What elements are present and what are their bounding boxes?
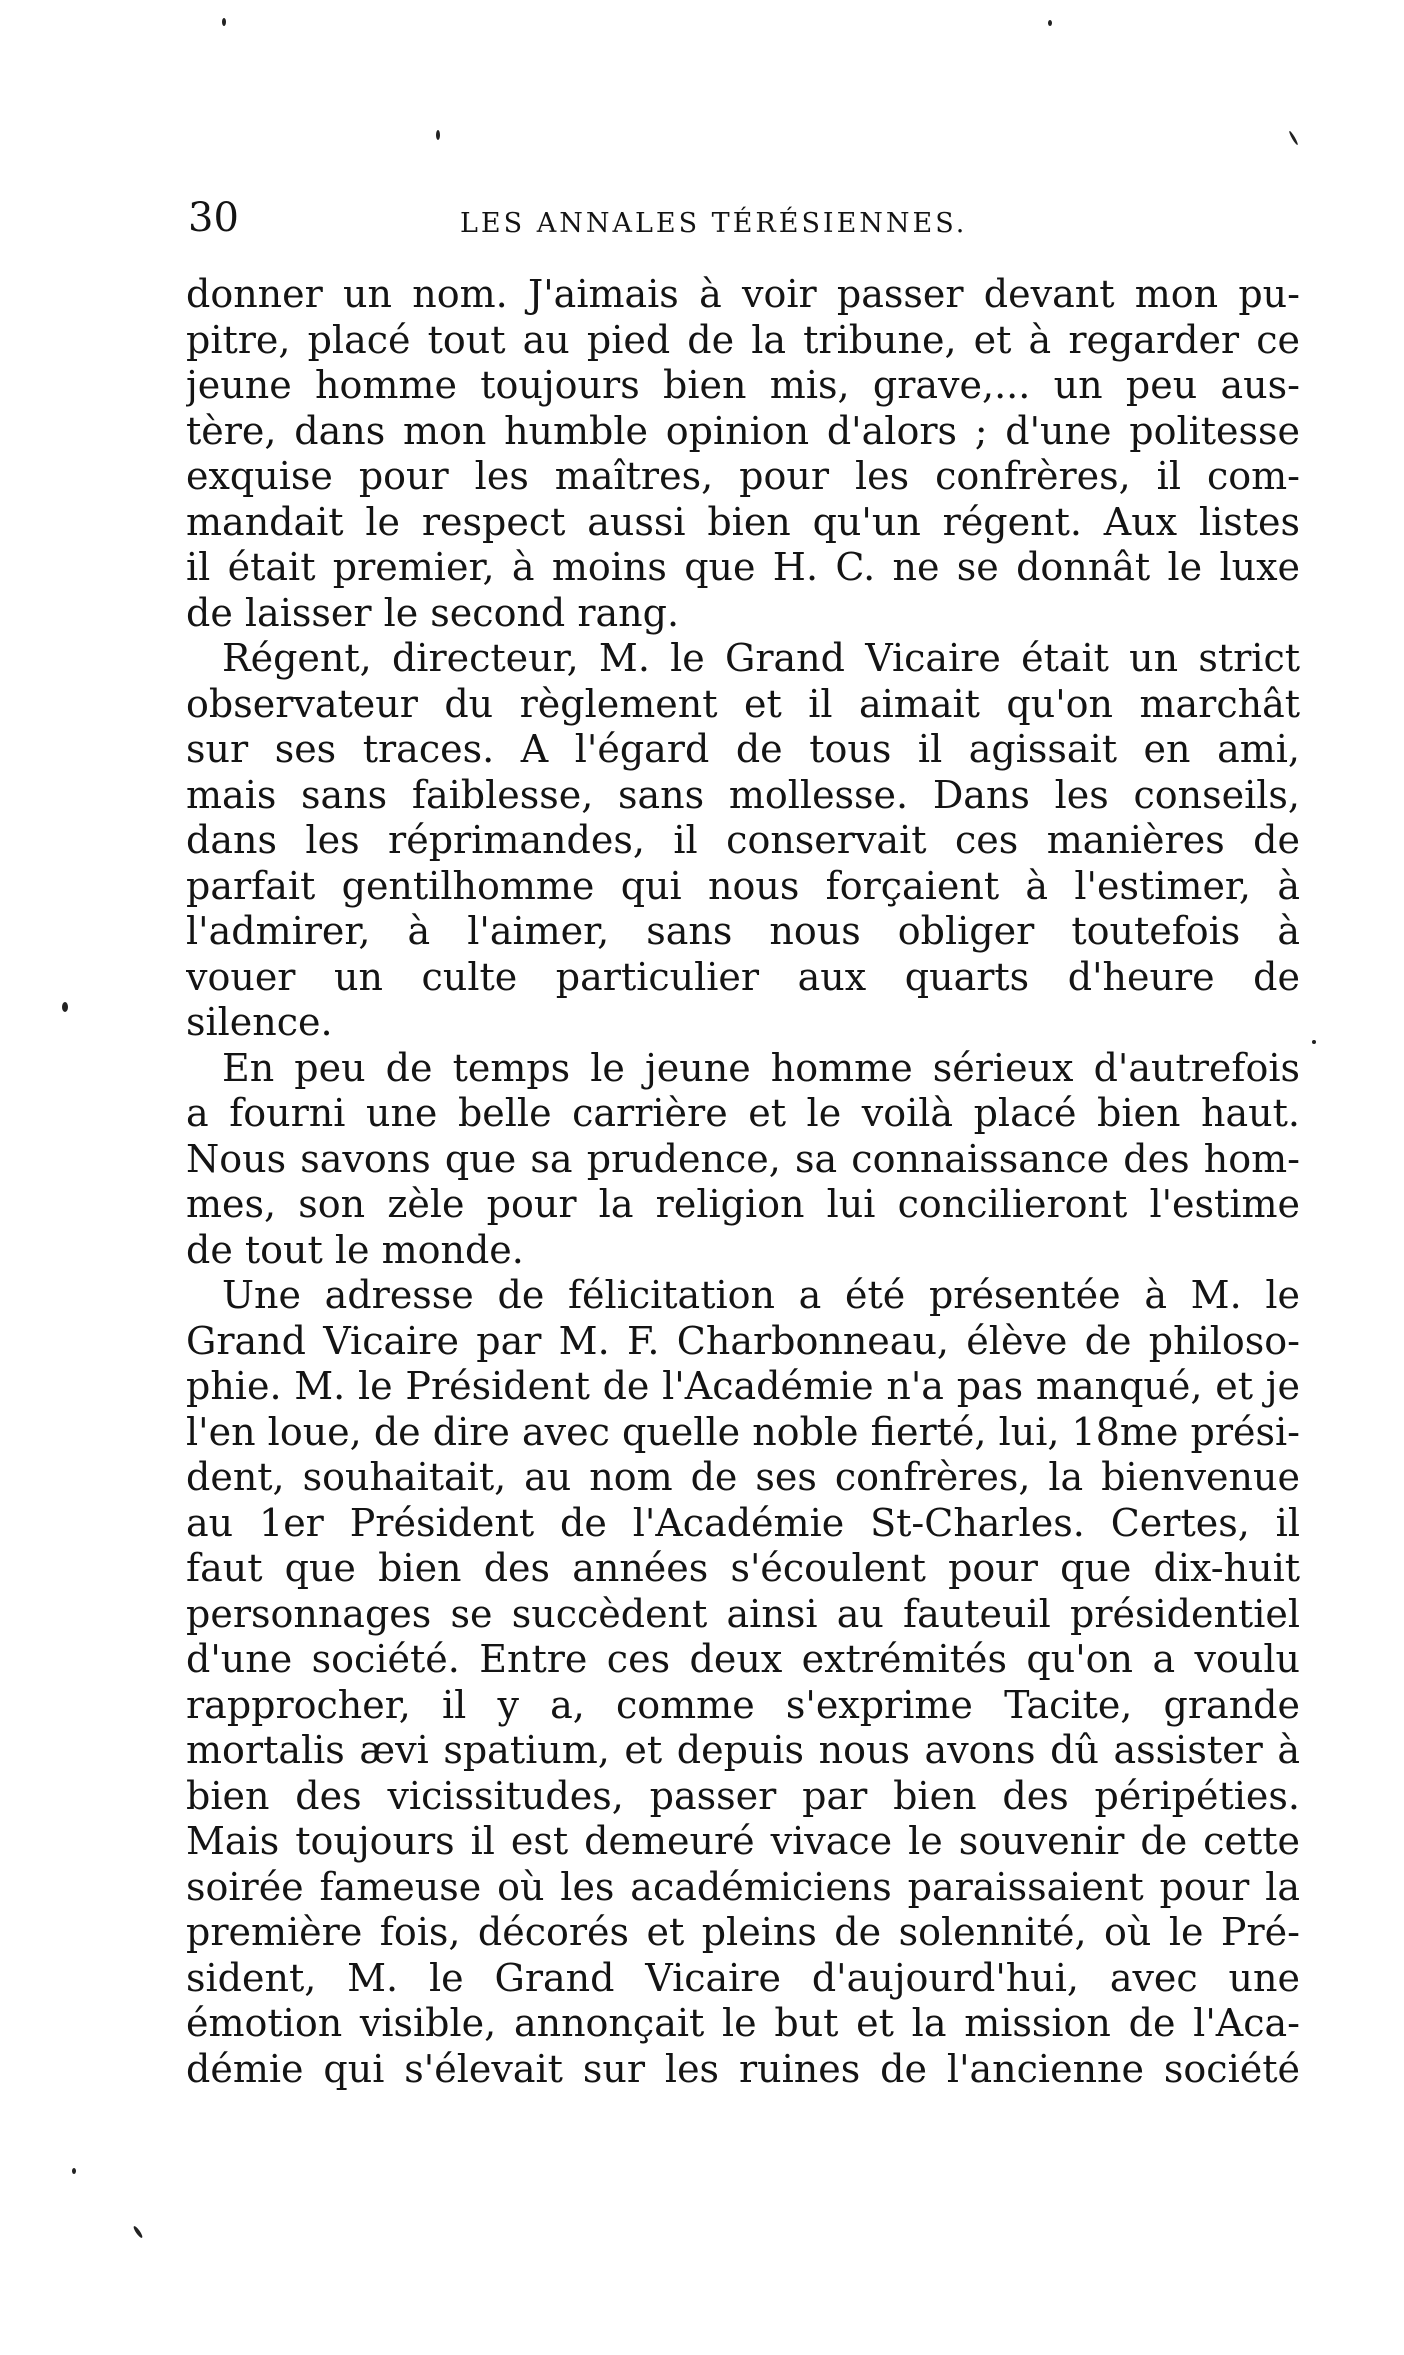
text-line: l'en loue, de dire avec quelle noble fierté, lui, 18me prési- [186, 1409, 1300, 1454]
text-line: sident, M. le Grand Vicaire d'aujourd'hui, avec une [186, 1955, 1300, 2000]
text-line: faut que bien des années s'écoulent pour que dix-huit [186, 1546, 1300, 1590]
text-line: dans les réprimandes, il conservait ces manières de [186, 818, 1300, 862]
print-speck [222, 18, 226, 26]
text-line: d'une société. Entre ces deux extrémités qu'on a voulu [186, 1637, 1300, 1681]
text-line: première fois, décorés et pleins de solennité, où le Pré- [186, 1910, 1300, 1954]
text-line: émotion visible, annonçait le but et la mission de l'Aca- [186, 2001, 1300, 2045]
print-speck [132, 2225, 143, 2239]
text-line: vouer un culte particulier aux quarts d'heure de [186, 954, 1300, 999]
print-speck [436, 130, 440, 140]
text-line: dent, souhaitait, au nom de ses confrères, la bienvenue [186, 1455, 1300, 1499]
text-line: mandait le respect aussi bien qu'un régent. Aux listes [186, 499, 1300, 544]
text-line: l'admirer, à l'aimer, sans nous obliger toutefois à [186, 909, 1300, 953]
text-line: Nous savons que sa prudence, sa connaissance des hom- [186, 1136, 1300, 1181]
text-line: Grand Vicaire par M. F. Charbonneau, élève de philoso- [186, 1318, 1300, 1363]
text-line: jeune homme toujours bien mis, grave,... un peu aus- [186, 363, 1300, 407]
text-line: Mais toujours il est demeuré vivace le souvenir de cette [186, 1819, 1300, 1863]
text-line: phie. M. le Président de l'Académie n'a pas manqué, et je [186, 1364, 1300, 1408]
text-line: donner un nom. J'aimais à voir passer devant mon pu- [186, 272, 1300, 316]
body-text [186, 272, 1300, 2092]
text-line: mais sans faiblesse, sans mollesse. Dans les conseils, [186, 772, 1300, 817]
text-line: exquise pour les maîtres, pour les confrères, il com- [186, 454, 1300, 498]
print-speck [1048, 20, 1052, 26]
text-line: mes, son zèle pour la religion lui concilieront l'estime [186, 1182, 1300, 1226]
text-line: sur ses traces. A l'égard de tous il agissait en ami, [186, 727, 1300, 771]
text-line: de laisser le second rang. [186, 590, 680, 635]
print-speck [72, 2168, 76, 2174]
text-line: observateur du règlement et il aimait qu'on marchât [186, 681, 1300, 726]
text-line: pitre, placé tout au pied de la tribune, et à regarder ce [186, 317, 1300, 362]
print-speck [62, 1002, 68, 1012]
page-number: 30 [188, 195, 239, 241]
text-line: En peu de temps le jeune homme sérieux d'autrefois [222, 1045, 1300, 1090]
text-line: tère, dans mon humble opinion d'alors ; d'une politesse [186, 408, 1300, 453]
text-line: parfait gentilhomme qui nous forçaient à l'estimer, à [186, 863, 1300, 908]
text-line: démie qui s'élevait sur les ruines de l'ancienne société [186, 2046, 1300, 2091]
page-header [180, 188, 1310, 248]
text-line: bien des vicissitudes, passer par bien des péripéties. [186, 1773, 1300, 1818]
text-line: il était premier, à moins que H. C. ne se donnât le luxe [186, 545, 1300, 589]
running-head: LES ANNALES TÉRÉSIENNES. [460, 208, 968, 239]
text-line: a fourni une belle carrière et le voilà placé bien haut. [186, 1091, 1300, 1135]
text-line: silence. [186, 1000, 333, 1044]
text-line: rapprocher, il y a, comme s'exprime Tacite, grande [186, 1682, 1300, 1727]
text-line: personnages se succèdent ainsi au fauteuil présidentiel [186, 1591, 1300, 1636]
print-speck [1312, 1040, 1316, 1044]
text-line: Une adresse de félicitation a été présentée à M. le [222, 1273, 1300, 1317]
text-line: au 1er Président de l'Académie St-Charles. Certes, il [186, 1500, 1300, 1545]
text-line: de tout le monde. [186, 1227, 524, 1272]
print-speck [1288, 130, 1299, 145]
text-line: soirée fameuse où les académiciens paraissaient pour la [186, 1864, 1300, 1909]
text-line: mortalis ævi spatium, et depuis nous avons dû assister à [186, 1728, 1300, 1772]
text-line: Régent, directeur, M. le Grand Vicaire était un strict [222, 636, 1300, 680]
